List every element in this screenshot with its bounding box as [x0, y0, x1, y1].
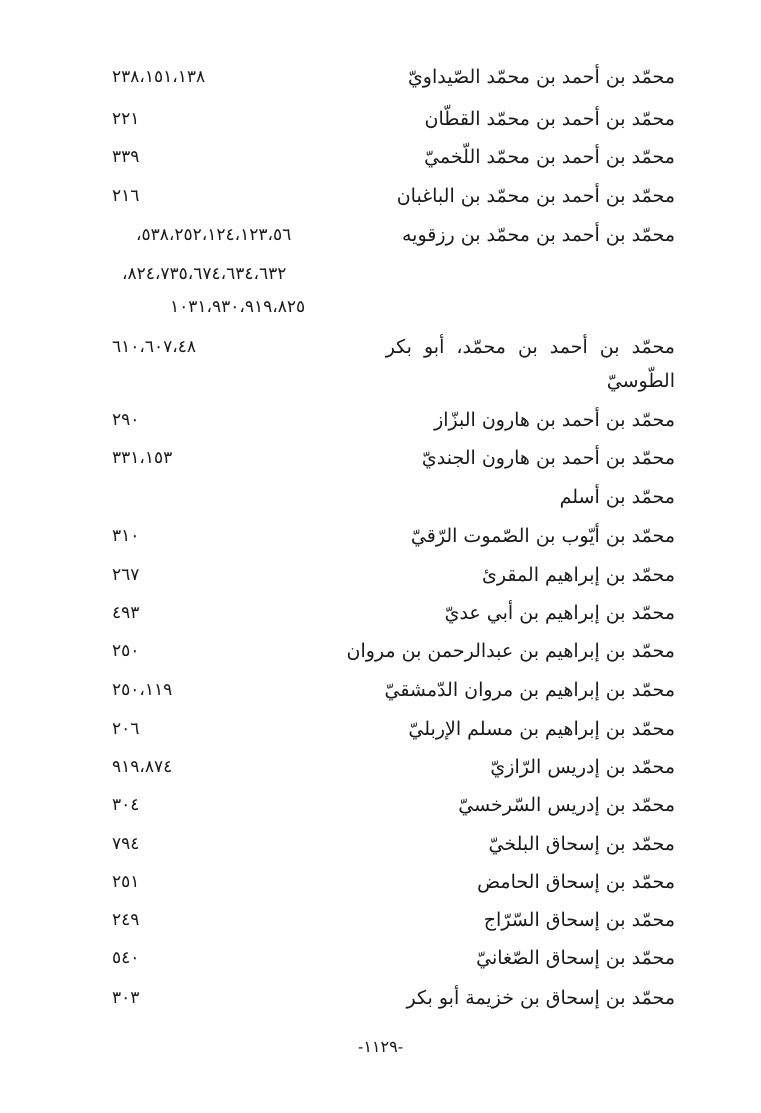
entry-pages: ٣٣١،١٥٣: [112, 448, 173, 468]
entry-pages: ٣٠٣: [112, 988, 140, 1008]
entry-pages: ٢١٦: [112, 186, 140, 206]
entry-pages: ٢٠٦: [112, 719, 140, 739]
index-entry: [0, 675, 761, 705]
entry-pages: ٥٣٨،٢٥٢،١٢٤،١٢٣،٥٦،: [136, 225, 292, 245]
index-entry: [0, 560, 761, 590]
entry-name: محمّد بن إبراهيم بن عبدالرحمن بن مروان: [346, 640, 675, 662]
index-entry: [0, 943, 761, 973]
index-entry: [0, 867, 761, 897]
entry-pages: ٢٦٧: [112, 565, 140, 585]
index-entry: [0, 482, 761, 512]
index-entry: [0, 62, 761, 92]
entry-name: محمّد بن أحمد بن محمّد بن رزقويه: [402, 224, 675, 246]
entry-name: محمّد بن أحمد بن محمّد، أبو بكر: [385, 336, 675, 358]
entry-name: محمّد بن أسلم: [559, 486, 675, 508]
entry-name: محمّد بن إدريس الرّازيّ: [490, 756, 675, 778]
index-entry: [0, 405, 761, 435]
entry-pages: ٢٥٠،١١٩: [112, 680, 173, 700]
entry-pages: ٥٤٠: [112, 948, 140, 968]
entry-name: محمّد بن إسحاق السّرّاج: [483, 909, 675, 931]
entry-name: محمّد بن إسحاق بن خزيمة أبو بكر: [406, 987, 675, 1009]
entry-pages: ٣٠٤: [112, 795, 140, 815]
entry-pages: ٤٩٣: [112, 603, 140, 623]
index-entry: [0, 181, 761, 211]
page-number: -١١٢٩-: [357, 1037, 404, 1056]
entry-pages: ٢٥٠: [112, 641, 140, 661]
entry-pages: ٣٣٩: [112, 147, 140, 167]
index-entry: [0, 142, 761, 172]
index-entry: [0, 829, 761, 859]
entry-pages: ٢٩٠: [112, 410, 140, 430]
entry-name: محمّد بن إسحاق الحامض: [477, 871, 675, 893]
entry-pages: ٢٤٩: [112, 910, 140, 930]
entry-pages: ٧٩٤: [112, 834, 140, 854]
index-entry: [0, 443, 761, 473]
index-entry: [0, 752, 761, 782]
entry-pages: ٣١٠: [112, 526, 140, 546]
index-entry: [0, 983, 761, 1013]
index-entry: [0, 332, 761, 362]
entry-pages: ٢٣٨،١٥١،١٣٨: [112, 67, 206, 87]
index-entry: [0, 104, 761, 134]
entry-pages-continued: ١٠٣١،٩٣٠،٩١٩،٨٢٥: [170, 297, 306, 317]
index-entry: [0, 714, 761, 744]
entry-pages-continued: ٨٢٤،٧٣٥،٦٧٤،٦٣٤،٦٣٢،: [122, 264, 287, 284]
entry-name: محمّد بن أحمد بن محمّد اللّخميّ: [424, 146, 675, 168]
entry-name: محمّد بن أحمد بن هارون الجنديّ: [421, 447, 675, 469]
entry-name: محمّد بن أحمد بن محمّد القطّان: [424, 108, 675, 130]
index-entry: [0, 521, 761, 551]
entry-name: محمّد بن أحمد بن هارون البزّاز: [434, 409, 675, 431]
entry-name: محمّد بن إسحاق الصّغانيّ: [476, 947, 675, 969]
entry-name: محمّد بن إسحاق البلخيّ: [488, 833, 675, 855]
entry-pages: ٢٥١: [112, 872, 140, 892]
entry-name: محمّد بن إبراهيم بن مسلم الإربليّ: [408, 718, 675, 740]
index-entry: [0, 636, 761, 666]
entry-name: محمّد بن أحمد بن محمّد بن الباغبان: [396, 185, 675, 207]
index-entry: [0, 790, 761, 820]
index-entry: [0, 905, 761, 935]
entry-name: محمّد بن أيّوب بن الصّموت الرّقيّ: [410, 525, 675, 547]
entry-pages: ٦١٠،٦٠٧،٤٨: [112, 337, 197, 357]
entry-name: محمّد بن إبراهيم بن أبي عديّ: [444, 602, 675, 624]
index-entry: [0, 598, 761, 628]
entry-name: محمّد بن إبراهيم بن مروان الدّمشقيّ: [384, 679, 675, 701]
entry-pages: ٢٢١: [112, 109, 140, 129]
entry-name: محمّد بن إبراهيم المقرئ: [481, 564, 675, 586]
entry-name: محمّد بن أحمد بن محمّد الصّيداويّ: [407, 66, 675, 88]
index-entry: [0, 220, 761, 250]
entry-pages: ٩١٩،٨٧٤: [112, 757, 173, 777]
entry-name-continued: الطّوسيّ: [606, 370, 675, 392]
entry-name: محمّد بن إدريس السّرخسيّ: [458, 794, 675, 816]
